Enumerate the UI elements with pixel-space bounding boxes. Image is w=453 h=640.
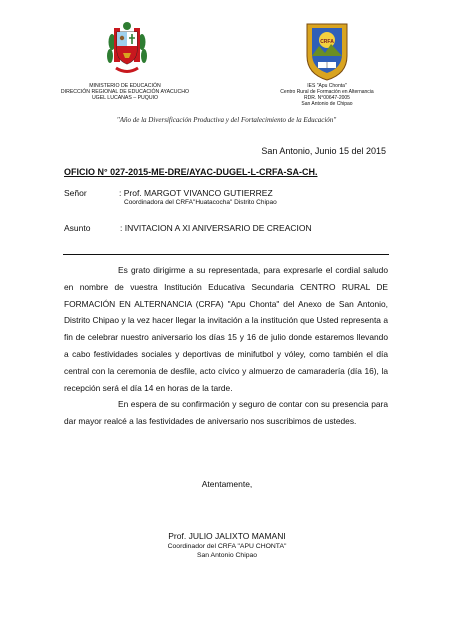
- signer-name: Prof. JULIO JALIXTO MAMANI: [168, 531, 286, 541]
- senor-label: Señor: [64, 188, 87, 198]
- ugel-line: UGEL LUCANAS – PUQUIO: [91, 95, 159, 102]
- signer-place: San Antonio Chipao: [196, 552, 258, 559]
- body-paragraph-2: En espera de su confirmación y seguro de contar con su presencia para dar mayor realcé a las festividades de aniversario nos suscribimos de ustedes.: [64, 399, 388, 427]
- signature-block: [64, 531, 390, 560]
- letter-date: San Antonio, Junio 15 del 2015: [261, 146, 386, 156]
- crfa-logo-text: CRFA: [320, 39, 334, 45]
- letter-body: [64, 262, 388, 430]
- senor-value: : Prof. MARGOT VIVANCO GUTIERREZ: [119, 188, 273, 198]
- separator-line: [63, 254, 389, 255]
- crfa-apu-chonta-logo: [303, 20, 351, 82]
- institution-type-line: Centro Rural de Formación en Alternancia: [280, 89, 374, 96]
- regional-direction-line: DIRECCIÓN REGIONAL DE EDUCACIÓN AYACUCHO: [60, 89, 190, 96]
- body-paragraph-1: Es grato dirigirme a su representada, para expresarle el cordial saludo en nombre de vuestra Institución Educativa Secundaria CENTRO RURAL DE FORMACIÓN EN ALTERNANCIA (CRFA) "Apu Chonta" del Anexo de San Antonio, Distrito Chipao y la vez hacer llegar la invitación a la institución que Usted representa a fin de celebrar nuestro aniversario los días 15 y 16 de julio donde estaremos llevando a cabo festividades sociales y deportivas de minifutbol y vóley, como también el día central con la ceremonia de desfile, acto cívico y almuerzo de camaradería (día 16), la recepción será el día 14 en horas de la tarde.: [64, 265, 388, 393]
- peru-coat-of-arms-logo: [106, 20, 148, 78]
- ministry-line: MINISTERIO DE EDUCACIÓN: [89, 83, 161, 89]
- asunto-value: : INVITACION A XI ANIVERSARIO DE CREACION: [120, 223, 312, 233]
- oficio-reference: OFICIO N° 027-2015-ME-DRE/AYAC-DUGEL-L-CRFA-SA-CH.: [64, 167, 318, 177]
- institution-header-block: [268, 83, 386, 107]
- year-motto: "Año de la Diversificación Productiva y del Fortalecimiento de la Educación": [116, 116, 337, 124]
- institution-name-line: IES "Apu Chonta": [307, 83, 347, 89]
- ministry-header-block: [40, 83, 210, 102]
- asunto-label: Asunto: [64, 223, 91, 233]
- signer-role: Coordinador del CRFA "APU CHONTA": [167, 543, 287, 550]
- location-line: San Antonio de Chipao: [301, 101, 353, 108]
- resolution-line: RDR. N°00647-2005: [304, 95, 350, 102]
- senor-subtitle: Coordinadora del CRFA"Huatacocha" Distrito Chipao: [124, 199, 277, 206]
- closing-salutation: Atentamente,: [201, 479, 253, 489]
